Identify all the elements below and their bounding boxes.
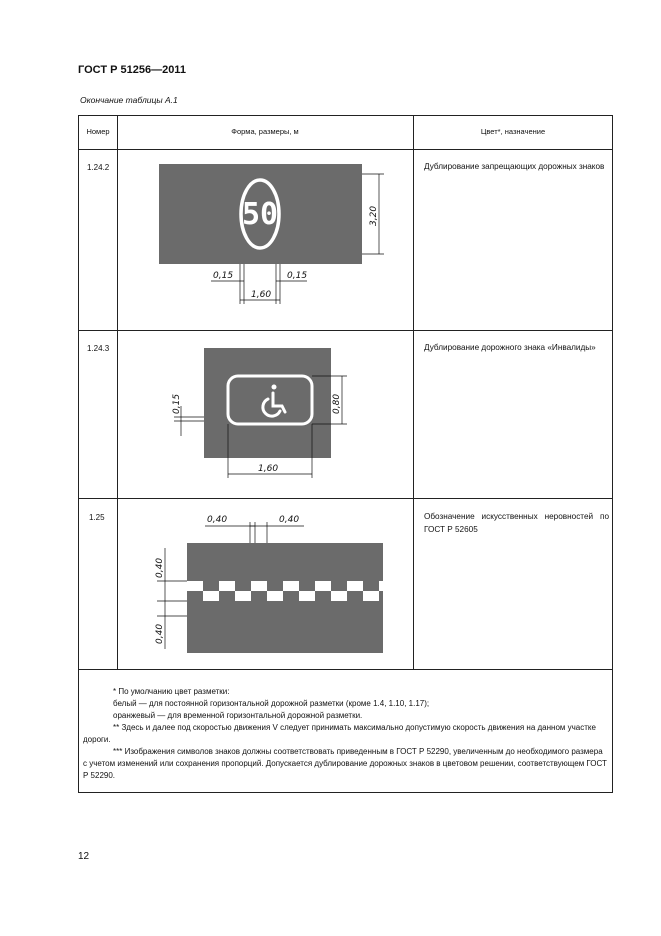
dim-left-bottom: 0,40 (155, 623, 165, 644)
column-divider (413, 116, 414, 669)
row-description: Дублирование дорожного знака «Инвалиды» (424, 343, 596, 352)
document-header: ГОСТ Р 51256—2011 (78, 64, 186, 76)
speed-limit-value: 50 (241, 197, 279, 232)
notes-divider (79, 669, 612, 670)
marking-figure-speed-limit (159, 164, 399, 309)
row-divider (79, 498, 612, 499)
footnote-line: белый — для постоянной горизонтальной дорожной разметки (кроме 1.4, 1.10, 1.17); (113, 699, 430, 708)
column-divider (117, 116, 118, 669)
dim-frame-stroke: 0,15 (172, 393, 182, 414)
markings-table (78, 115, 613, 793)
dim-frame-height: 0,80 (332, 393, 342, 414)
checker-cell (283, 581, 299, 591)
checker-cell (315, 581, 331, 591)
footnote-line: * По умолчанию цвет разметки: (113, 687, 230, 696)
checker-cell (267, 591, 283, 601)
table-caption: Окончание таблицы А.1 (80, 95, 178, 105)
row-description: Дублирование запрещающих дорожных знаков (424, 162, 605, 171)
dim-width: 1,60 (251, 290, 272, 300)
marking-figure-speed-bump (139, 506, 389, 661)
dim-frame-width: 1,60 (258, 464, 279, 474)
checker-cell (363, 591, 379, 601)
footnote-line: оранжевый — для временной горизонтальной дорожной разметки. (113, 711, 363, 720)
checker-cell (331, 591, 347, 601)
checker-cell (299, 591, 315, 601)
checker-cell (251, 581, 267, 591)
dim-top-left: 0,40 (207, 515, 228, 525)
row-divider (79, 330, 612, 331)
column-header-color: Цвет*, назначение (480, 127, 546, 136)
dim-top-right: 0,40 (279, 515, 300, 525)
row-number: 1.24.2 (87, 163, 110, 172)
checker-cell (203, 591, 219, 601)
table-footnotes (83, 686, 608, 782)
checker-cell (347, 581, 363, 591)
checker-cell (187, 581, 203, 591)
footnote-line: ** Здесь и далее под скоростью движения V следует принимать максимально допустимую скорость движения на данном участке дороги. (83, 723, 596, 744)
dim-right-stroke: 0,15 (287, 271, 308, 281)
checker-cell (235, 591, 251, 601)
dim-left-stroke: 0,15 (213, 271, 234, 281)
row-number: 1.24.3 (87, 344, 110, 353)
footnote-line: *** Изображения символов знаков должны соответствовать приведенным в ГОСТ Р 52290, увеличенным до необходимого размера с учетом изменений или сохранения пропорций. Допускается дублирование дорожных знаков в цветовом решении, соответствующем ГОСТ Р 52290. (83, 747, 607, 780)
checker-cell (219, 581, 235, 591)
checker-cell (379, 581, 383, 591)
row-description: Обозначение искусственных неровностей по ГОСТ Р 52605 (424, 512, 609, 534)
dim-height: 3,20 (369, 205, 379, 226)
marking-figure-disabled (169, 346, 379, 486)
column-header-number: Номер (86, 127, 110, 136)
header-divider (79, 149, 612, 150)
row-number: 1.25 (89, 513, 105, 522)
dim-left-top: 0,40 (155, 557, 165, 578)
column-header-shape: Форма, размеры, м (231, 127, 299, 136)
page-number: 12 (78, 851, 90, 862)
